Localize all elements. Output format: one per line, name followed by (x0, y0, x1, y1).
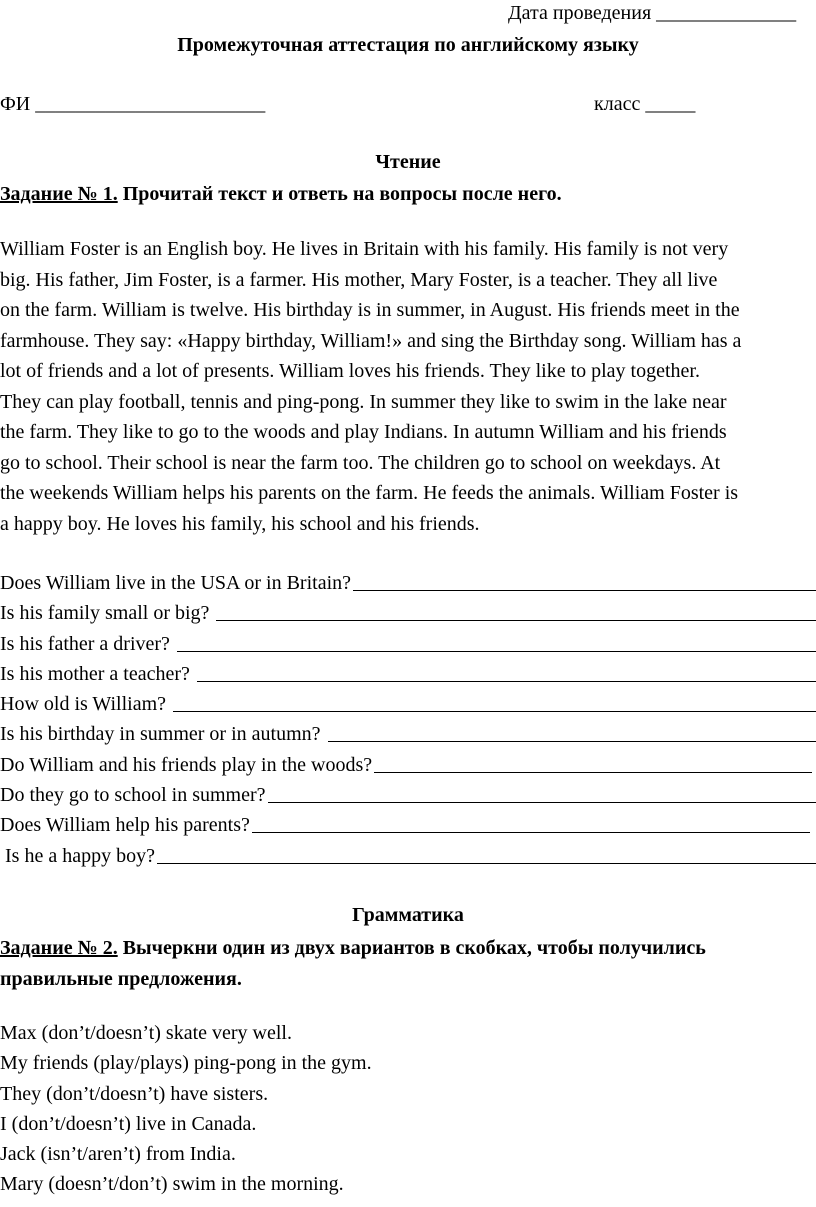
reading-text-line: big. His father, Jim Foster, is a farmer. His mother, Mary Foster, is a teacher. They all live (0, 268, 718, 291)
question-text: Is his family small or big? (0, 602, 215, 625)
class-field-label: класс _____ (594, 93, 696, 115)
answer-line[interactable] (216, 598, 816, 621)
reading-text-line: the weekends William helps his parents on the farm. He feeds the animals. William Foster is (0, 482, 739, 504)
question-text: How old is William? (0, 693, 172, 716)
reading-text-line: lot of friends and a lot of presents. William loves his friends. They like to play together. (0, 360, 700, 382)
answer-line[interactable] (268, 780, 816, 803)
name-field-label: ФИ _______________________ (0, 93, 266, 115)
answer-line[interactable] (374, 750, 812, 773)
answer-line[interactable] (177, 629, 816, 652)
question-row (0, 629, 816, 659)
reading-text (0, 234, 816, 539)
answer-line[interactable] (197, 659, 816, 682)
grammar-sentence[interactable]: Mary (doesn’t/don’t) swim in the morning. (0, 1173, 344, 1196)
question-text: Is his father a driver? (0, 632, 175, 655)
question-text: Do they go to school in summer? (0, 784, 266, 807)
reading-text-line: go to school. Their school is near the farm too. The children go to school on weekdays. At (0, 451, 721, 474)
task-2-instruction (0, 933, 812, 995)
question-text: Is his birthday in summer or in autumn? (0, 723, 326, 746)
grammar-sentence[interactable]: My friends (play/plays) ping-pong in the gym. (0, 1052, 372, 1075)
task-2-text: Вычеркни один из двух вариантов в скобках, чтобы получились правильные предложения. (0, 937, 706, 990)
question-text: Is his mother a teacher? (0, 662, 195, 685)
page-title: Промежуточная аттестация по английскому языку (177, 34, 639, 56)
question-row (0, 750, 816, 780)
grammar-section-title: Грамматика (352, 904, 464, 926)
answer-line[interactable] (157, 841, 816, 864)
task-1-instruction (0, 179, 812, 210)
answer-line[interactable] (328, 719, 816, 742)
question-row (0, 780, 816, 810)
reading-text-line: the farm. They like to go to the woods and play Indians. In autumn William and his friends (0, 421, 727, 443)
question-row (0, 841, 816, 871)
grammar-sentence[interactable]: I (don’t/doesn’t) live in Canada. (0, 1112, 257, 1135)
task-1-label: Задание № 1. (0, 183, 118, 205)
grammar-sentence[interactable]: Max (don’t/doesn’t) skate very well. (0, 1022, 292, 1044)
date-field-label: Дата проведения ______________ (508, 2, 797, 24)
answer-line[interactable] (173, 689, 816, 712)
reading-section-title: Чтение (375, 151, 441, 173)
question-row (0, 719, 816, 749)
grammar-sentences (0, 1018, 816, 1200)
question-row (0, 598, 816, 628)
question-text: Do William and his friends play in the woods? (0, 753, 373, 776)
task-1-text: Прочитай текст и ответь на вопросы после него. (117, 183, 562, 205)
reading-text-line: on the farm. William is twelve. His birthday is in summer, in August. His friends meet in the (0, 299, 740, 321)
task-2-label: Задание № 2. (0, 937, 118, 959)
question-row (0, 810, 816, 840)
grammar-sentence[interactable]: Jack (isn’t/aren’t) from India. (0, 1143, 236, 1166)
question-row (0, 689, 816, 719)
question-text: Does William live in the USA or in Britain? (0, 572, 352, 594)
answer-line[interactable] (252, 810, 810, 833)
reading-text-line: They can play football, tennis and ping-pong. In summer they like to swim in the lake near (0, 390, 727, 413)
question-row (0, 659, 816, 689)
reading-text-line: William Foster is an English boy. He lives in Britain with his family. His family is not very (0, 238, 729, 260)
reading-text-line: farmhouse. They say: «Happy birthday, William!» and sing the Birthday song. William has a (0, 329, 742, 352)
question-text: Does William help his parents? (0, 814, 250, 837)
question-text: Is he a happy boy? (0, 844, 155, 867)
reading-text-line: a happy boy. He loves his family, his school and his friends. (0, 512, 480, 535)
questions-list (0, 568, 816, 871)
question-row (0, 568, 816, 598)
grammar-sentence[interactable]: They (don’t/doesn’t) have sisters. (0, 1082, 269, 1105)
answer-line[interactable] (353, 568, 816, 591)
